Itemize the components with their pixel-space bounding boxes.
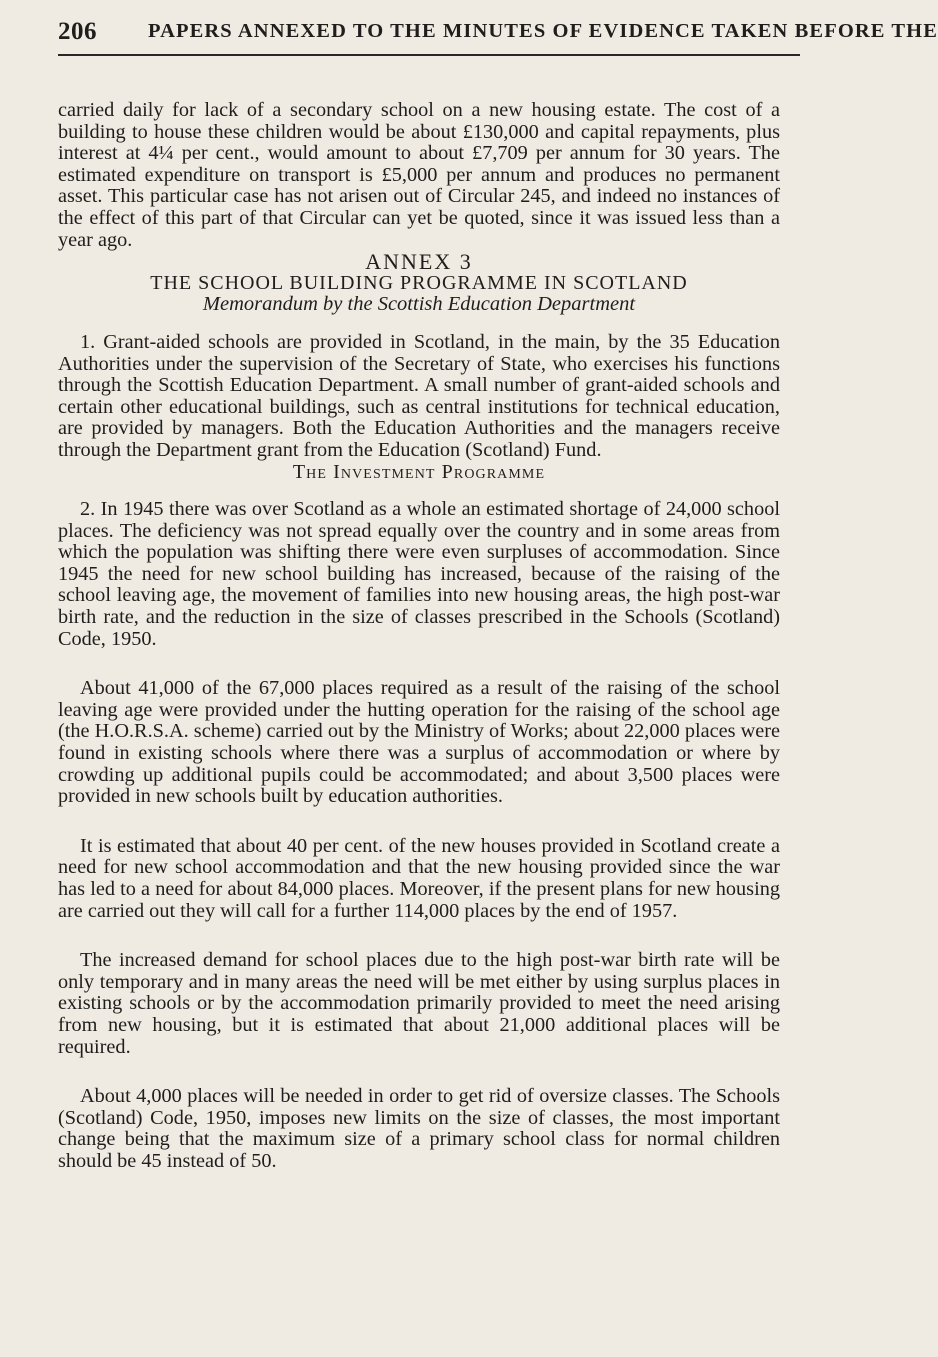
paragraph-5: The increased demand for school places due to the high post-war birth rate will be only temporary and in many areas the need will be met either by using surplus places in existing schools or by the accommodation primarily provided to meet the need arising from new housing, but it is estimated that about 21,000 additional places will be required. bbox=[58, 949, 780, 1058]
main-heading: THE SCHOOL BUILDING PROGRAMME IN SCOTLAND bbox=[150, 271, 688, 294]
running-head: PAPERS ANNEXED TO THE MINUTES OF EVIDENCE TAKEN BEFORE THE bbox=[148, 20, 938, 42]
page-header bbox=[58, 18, 938, 58]
paragraph-2: 2. In 1945 there was over Scotland as a whole an estimated shortage of 24,000 school places. The deficiency was not spread equally over the country and in some areas from which the population was shifting there were even surpluses of accommodation. Since 1945 the need for new school building has increased, because of the raising of the school leaving age, the movement of families into new housing areas, the high post-war birth rate, and the reduction in the size of classes prescribed in the Schools (Scotland) Code, 1950. bbox=[58, 498, 780, 650]
paragraph-1: 1. Grant-aided schools are provided in Scotland, in the main, by the 35 Education Authorities under the supervision of the Secretary of State, who exercises his functions through the Scottish Education Department. A small number of grant-aided schools and certain other educational buildings, such as central institutions for technical education, are provided by managers. Both the Education Authorities and the managers receive through the Department grant from the Education (Scotland) Fund. bbox=[58, 330, 780, 461]
header-rule bbox=[58, 54, 800, 56]
memorandum-line: Memorandum by the Scottish Education Department bbox=[202, 293, 636, 316]
annex-title: ANNEX 3 bbox=[365, 249, 473, 275]
paragraph-4: It is estimated that about 40 per cent. of the new houses provided in Scotland create a need for new school accommodation and that the new housing provided since the war has led to a need for about 84,000 places. Moreover, if the present plans for new housing are carried out they will call for a further 114,000 places by the end of 1957. bbox=[58, 834, 780, 922]
section-heading-investment: The Investment Programme bbox=[292, 460, 546, 483]
intro-paragraph: carried daily for lack of a secondary school on a new housing estate. The cost of a building to house these children would be about £130,000 and capital repayments, plus interest at 4¼ per cent., would amount to about £7,709 per annum for 30 years. The estimated expenditure on transport is £5,000 per annum and produces no permanent asset. This particular case has not arisen out of Circular 245, and indeed no instances of the effect of this part of that Circular can yet be quoted, since it was issued less than a year ago. bbox=[58, 99, 780, 251]
paragraph-3: About 41,000 of the 67,000 places required as a result of the raising of the school leaving age were provided under the hutting operation for the raising of the school age (the H.O.R.S.A. scheme) carried out by the Ministry of Works; about 22,000 places were found in existing schools where there was a surplus of accommodation or where by crowding up additional pupils could be accommodated; and about 3,500 places were provided in new schools built by education authorities. bbox=[58, 677, 780, 808]
page-number: 206 bbox=[58, 18, 97, 45]
paragraph-6: About 4,000 places will be needed in order to get rid of oversize classes. The Schools (Scotland) Code, 1950, imposes new limits on the size of classes, the most important change being that the maximum size of a primary school class for normal children should be 45 instead of 50. bbox=[58, 1085, 780, 1172]
body-text bbox=[58, 100, 780, 1173]
